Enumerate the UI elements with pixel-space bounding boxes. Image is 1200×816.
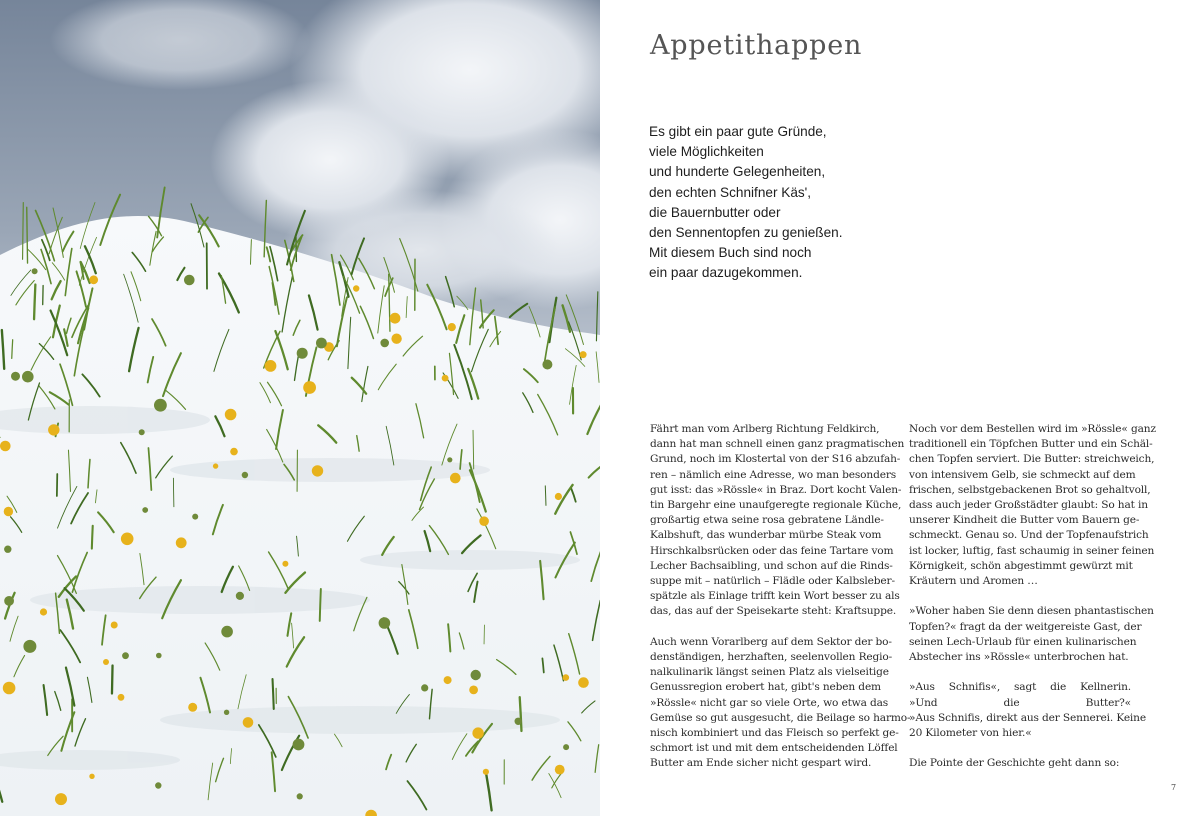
dandelion	[224, 710, 229, 715]
dandelion	[176, 537, 187, 548]
dandelion	[23, 640, 36, 653]
dandelion	[4, 596, 14, 606]
dandelion	[40, 608, 47, 615]
body-column-right	[909, 422, 1156, 772]
dandelion	[312, 465, 323, 476]
dandelion	[221, 626, 233, 638]
dandelion	[450, 473, 461, 484]
dandelion	[316, 338, 327, 349]
text-line: Noch vor dem Bestellen wird im »Rössle« ganz	[909, 423, 1156, 435]
text-line: ren – nämlich eine Adresse, wo man besonders	[650, 468, 897, 481]
text-line: Grund, noch im Klostertal von der S16 abzufah-	[650, 453, 901, 466]
dandelion	[448, 323, 456, 331]
intro-line: die Bauernbutter oder	[649, 204, 781, 220]
dandelion	[118, 694, 125, 701]
dandelion	[11, 372, 20, 381]
dandelion	[469, 686, 478, 695]
text-line: großartig etwa seine rosa gebratene Ländle-	[650, 514, 884, 527]
text-line: frischen, selbstgebackenen Brot so gehaltvoll,	[909, 483, 1151, 496]
text-line: unserer Kindheit die Butter vom Bauern ge-	[909, 514, 1140, 527]
text-line: tin Bargehr eine unaufgeregte regionale Küche,	[650, 499, 902, 512]
text-line: Kalbshuft, das wunderbar mürbe Steak vom	[650, 529, 882, 542]
intro-line: Mit diesem Buch sind noch	[649, 245, 812, 261]
text-line: Genussregion erobert hat, gibt's neben dem	[650, 681, 881, 694]
dandelion	[297, 793, 303, 799]
text-line: »Rössle« nicht gar so viele Orte, wo etwa das	[650, 696, 889, 709]
intro-line: viele Möglichkeiten	[649, 144, 764, 160]
paragraph-gap	[909, 741, 1131, 756]
dandelion	[447, 457, 452, 462]
text-line: dass auch jeder Großstädter glaubt: So hat in	[909, 499, 1148, 512]
grass-blade	[320, 589, 321, 621]
dandelion	[265, 360, 277, 372]
text-line: schmeckt. Genau so. Und der Topfenaufstrich	[909, 529, 1149, 542]
intro-line: den echten Schnifner Käs',	[649, 184, 812, 200]
paragraph-gap	[909, 589, 1131, 604]
dandelion	[293, 739, 305, 751]
text-line: von intensivem Gelb, sie schmeckt auf dem	[909, 468, 1136, 481]
dandelion	[225, 409, 237, 421]
page-number: 7	[1171, 783, 1177, 792]
text-line: seinen Lech-Urlaub für einen kulinarischen	[909, 635, 1137, 648]
dandelion	[379, 617, 391, 629]
text-line: Abstecher ins »Rössle« unterbrochen hat.	[909, 651, 1129, 664]
dandelion	[89, 275, 98, 284]
dandelion	[111, 622, 118, 629]
grass-blade	[112, 665, 113, 693]
dandelion	[380, 339, 389, 348]
dandelion	[89, 774, 94, 779]
dandelion	[563, 674, 570, 681]
dandelion	[555, 493, 562, 500]
dandelion	[3, 682, 16, 695]
dandelion	[243, 717, 254, 728]
text-line: Lecher Bachsaibling, und schon auf die Rinds-	[650, 559, 893, 572]
intro-verse	[649, 122, 949, 284]
text-line: denständigen, herzhaften, seelenvollen Regio-	[650, 651, 893, 664]
dandelion	[4, 507, 13, 516]
grass-blade	[23, 203, 24, 260]
text-line: schmort ist und mit dem entscheidenden Löffel	[650, 742, 898, 755]
dandelion	[479, 516, 489, 526]
dandelion	[154, 399, 167, 412]
text-line: Butter am Ende sicher nicht gespart wird.	[650, 757, 872, 770]
text-line: chen Topfen serviert. Die Butter: streichweich,	[909, 453, 1155, 466]
intro-line: ein paar dazugekommen.	[649, 265, 803, 281]
dandelion	[578, 677, 589, 688]
dandelion	[139, 429, 145, 435]
dandelion	[192, 514, 198, 520]
dandelion	[0, 441, 11, 452]
dandelion	[353, 285, 359, 291]
dandelion	[142, 507, 148, 513]
body-column-left	[650, 422, 911, 772]
text-line: »Aus Schnifis, direkt aus der Sennerei. Keine	[909, 711, 1146, 724]
dandelion	[236, 592, 244, 600]
text-line: dann hat man schnell einen ganz pragmatischen	[650, 438, 905, 451]
dandelion	[303, 381, 316, 394]
dandelion	[542, 360, 552, 370]
dandelion	[444, 676, 452, 684]
text-line: suppe mit – natürlich – Flädle oder Kalbsleber-	[650, 575, 895, 588]
page-title: Appetithappen	[650, 30, 863, 61]
dandelion	[122, 652, 129, 659]
text-line: traditionell ein Töpfchen Butter und ein Schäl-	[909, 438, 1153, 451]
intro-line: Es gibt ein paar gute Gründe,	[649, 124, 827, 139]
dandelion	[4, 546, 11, 553]
dandelion	[515, 718, 522, 725]
text-line: nalkulinarik längst seinen Platz als vielseitige	[650, 666, 889, 679]
text-line: »Und die Butter?«	[909, 696, 1131, 709]
grass-blade	[273, 679, 274, 709]
intro-line: und hunderte Gelegenheiten,	[649, 164, 826, 180]
dandelion	[121, 533, 134, 546]
dandelion	[32, 268, 38, 274]
paragraph-gap	[650, 620, 872, 635]
dandelion	[555, 765, 565, 775]
text-line: Topfen?« fragt da der weitgereiste Gast, der	[909, 620, 1142, 633]
text-line: spätzle als Einlage trifft kein Wort besser zu als	[650, 590, 900, 603]
text-line: Kräutern und Aromen …	[909, 575, 1038, 588]
dandelion	[483, 769, 489, 775]
dandelion	[188, 703, 197, 712]
dandelion	[103, 659, 109, 665]
grass-blade	[34, 285, 35, 320]
text-line: »Woher haben Sie denn diesen phantastischen	[909, 605, 1154, 618]
text-line: Hirschkalbsrücken oder das feine Tartare vom	[650, 544, 894, 557]
dandelion	[442, 375, 449, 382]
grass-blade	[545, 486, 546, 506]
text-line: Gemüse so gut ausgesucht, die Beilage so harmo-	[650, 711, 911, 724]
dandelion	[156, 653, 162, 659]
grass-blade	[92, 526, 93, 549]
dandelion	[297, 348, 308, 359]
dandelion	[55, 793, 67, 805]
dandelion	[242, 472, 248, 478]
dandelion	[230, 448, 238, 456]
dandelion	[472, 727, 483, 738]
text-line: ist locker, luftig, fast schaumig in seiner feinen	[909, 544, 1155, 557]
text-line: nisch kombiniert und das Fleisch so perfekt ge-	[650, 727, 899, 740]
dandelion	[213, 463, 218, 468]
dandelion	[580, 351, 587, 358]
text-line: gut isst: das »Rössle« in Braz. Dort kocht Valen-	[650, 483, 902, 496]
text-line: »Aus Schnifis«, sagt die Kellnerin.	[909, 681, 1131, 694]
text-line: Die Pointe der Geschichte geht dann so:	[909, 757, 1120, 770]
dandelion	[155, 782, 161, 788]
dandelion	[391, 334, 401, 344]
text-line: 20 Kilometer von hier.«	[909, 727, 1032, 740]
intro-line: den Sennentopfen zu genießen.	[649, 225, 843, 241]
dandelion	[48, 424, 59, 435]
dandelion	[563, 744, 569, 750]
paragraph-gap	[909, 665, 1131, 680]
dandelion	[22, 371, 34, 383]
dandelion	[184, 275, 195, 286]
text-line: Fährt man vom Arlberg Richtung Feldkirch,	[650, 423, 880, 435]
dandelion	[471, 670, 481, 680]
dandelion	[390, 313, 401, 324]
grass-blade	[27, 207, 28, 263]
text-line: Auch wenn Vorarlberg auf dem Sektor der bo-	[650, 635, 892, 648]
text-line: Körnigkeit, schön abgestimmt gewürzt mit	[909, 559, 1133, 572]
dandelion	[282, 561, 288, 567]
dandelion	[421, 684, 428, 691]
text-line: das, das auf der Speisekarte steht: Kraftsuppe.	[650, 605, 897, 618]
